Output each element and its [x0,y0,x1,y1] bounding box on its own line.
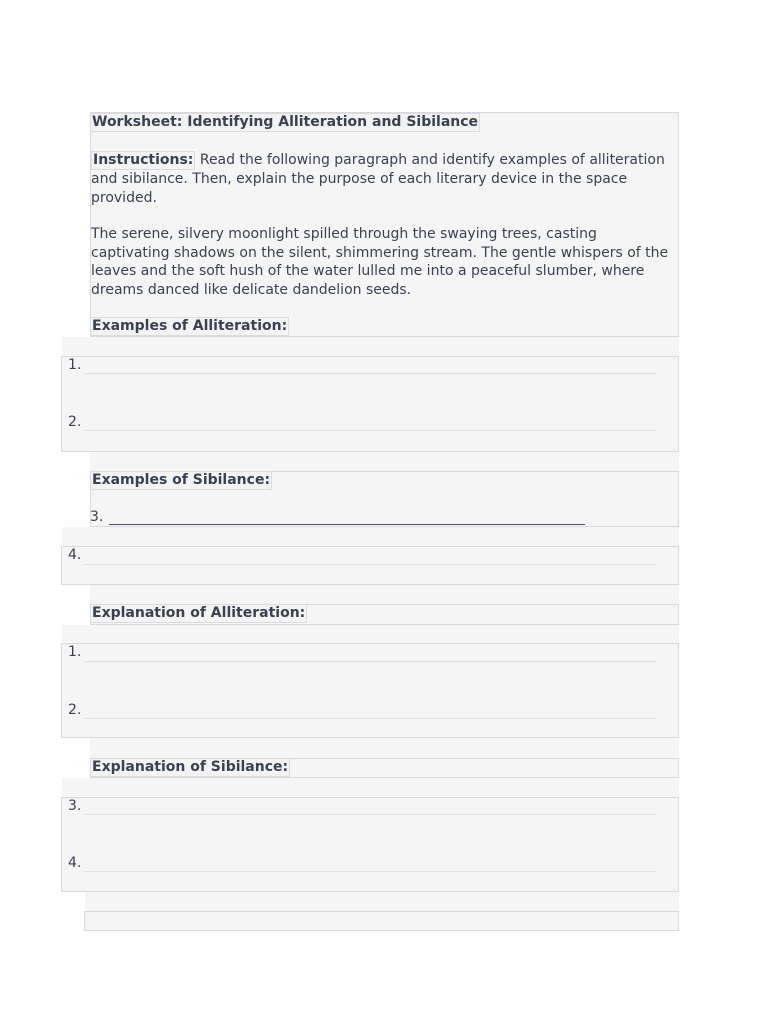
answer-line-alliteration-2[interactable] [84,430,656,431]
sibilance-examples-heading [90,471,272,490]
alliteration-explanation-number-2: 2. [68,702,82,718]
answer-line-sibilance-3[interactable] [109,524,585,525]
answer-line-sibilance-explanation-4[interactable] [84,871,656,872]
alliteration-example-number-1: 1. [68,357,82,373]
alliteration-examples-heading [90,317,289,336]
answer-line-alliteration-1[interactable] [84,373,656,374]
alliteration-explanation-box [61,643,679,738]
alliteration-explanation-shade [90,585,679,605]
alliteration-examples-shade [62,337,679,357]
instructions-label: Instructions: [93,152,194,168]
answer-line-alliteration-explanation-2[interactable] [84,718,656,719]
alliteration-explanation-answer-shade [62,625,679,645]
answer-line-sibilance-4[interactable] [84,564,656,565]
answer-line-sibilance-explanation-3[interactable] [84,814,656,815]
alliteration-explanation-number-1: 1. [68,644,82,660]
sibilance-examples-heading-text: Examples of Sibilance: [92,472,271,488]
worksheet-title-text: Worksheet: Identifying Alliteration and Sibilance [92,114,479,130]
sibilance-explanation-answer-shade [62,778,679,798]
sibilance-example-4-box [61,546,679,585]
sibilance-explanation-box [61,797,679,892]
answer-line-alliteration-explanation-1[interactable] [84,661,656,662]
alliteration-example-number-2: 2. [68,414,82,430]
sibilance-explanation-number-4: 4. [68,855,82,871]
passage-paragraph: The serene, silvery moonlight spilled through the swaying trees, casting captivating shadows on the silent, shimmering stream. The gentle whispers of the leaves and the soft hush of the water lulled me into a peaceful slumber, where dreams danced like delicate dandelion seeds. [91,226,669,298]
instructions-paragraph [91,151,679,207]
alliteration-explanation-heading [90,604,307,623]
alliteration-examples-box [61,356,679,452]
instructions-text: Read the following paragraph and identify examples of alliteration and sibilance. Then, explain the purpose of each literary device in the space provided. [91,152,665,206]
sibilance-explanation-number-3: 3. [68,798,82,814]
sibilance-explanation-shade [90,738,679,758]
sibilance-example-number-3: 3. [90,509,104,525]
worksheet-title [90,113,480,132]
alliteration-examples-heading-text: Examples of Alliteration: [92,318,288,334]
footer-shade [85,892,679,912]
alliteration-explanation-heading-text: Explanation of Alliteration: [92,605,306,621]
sibilance-examples-shade [90,452,679,471]
sibilance-explanation-heading-text: Explanation of Sibilance: [92,759,289,775]
footer-empty-box [84,911,679,931]
sibilance-example-number-4: 4. [68,547,82,563]
sibilance-explanation-heading [90,758,290,777]
sibilance-example-4-shade [62,527,679,547]
